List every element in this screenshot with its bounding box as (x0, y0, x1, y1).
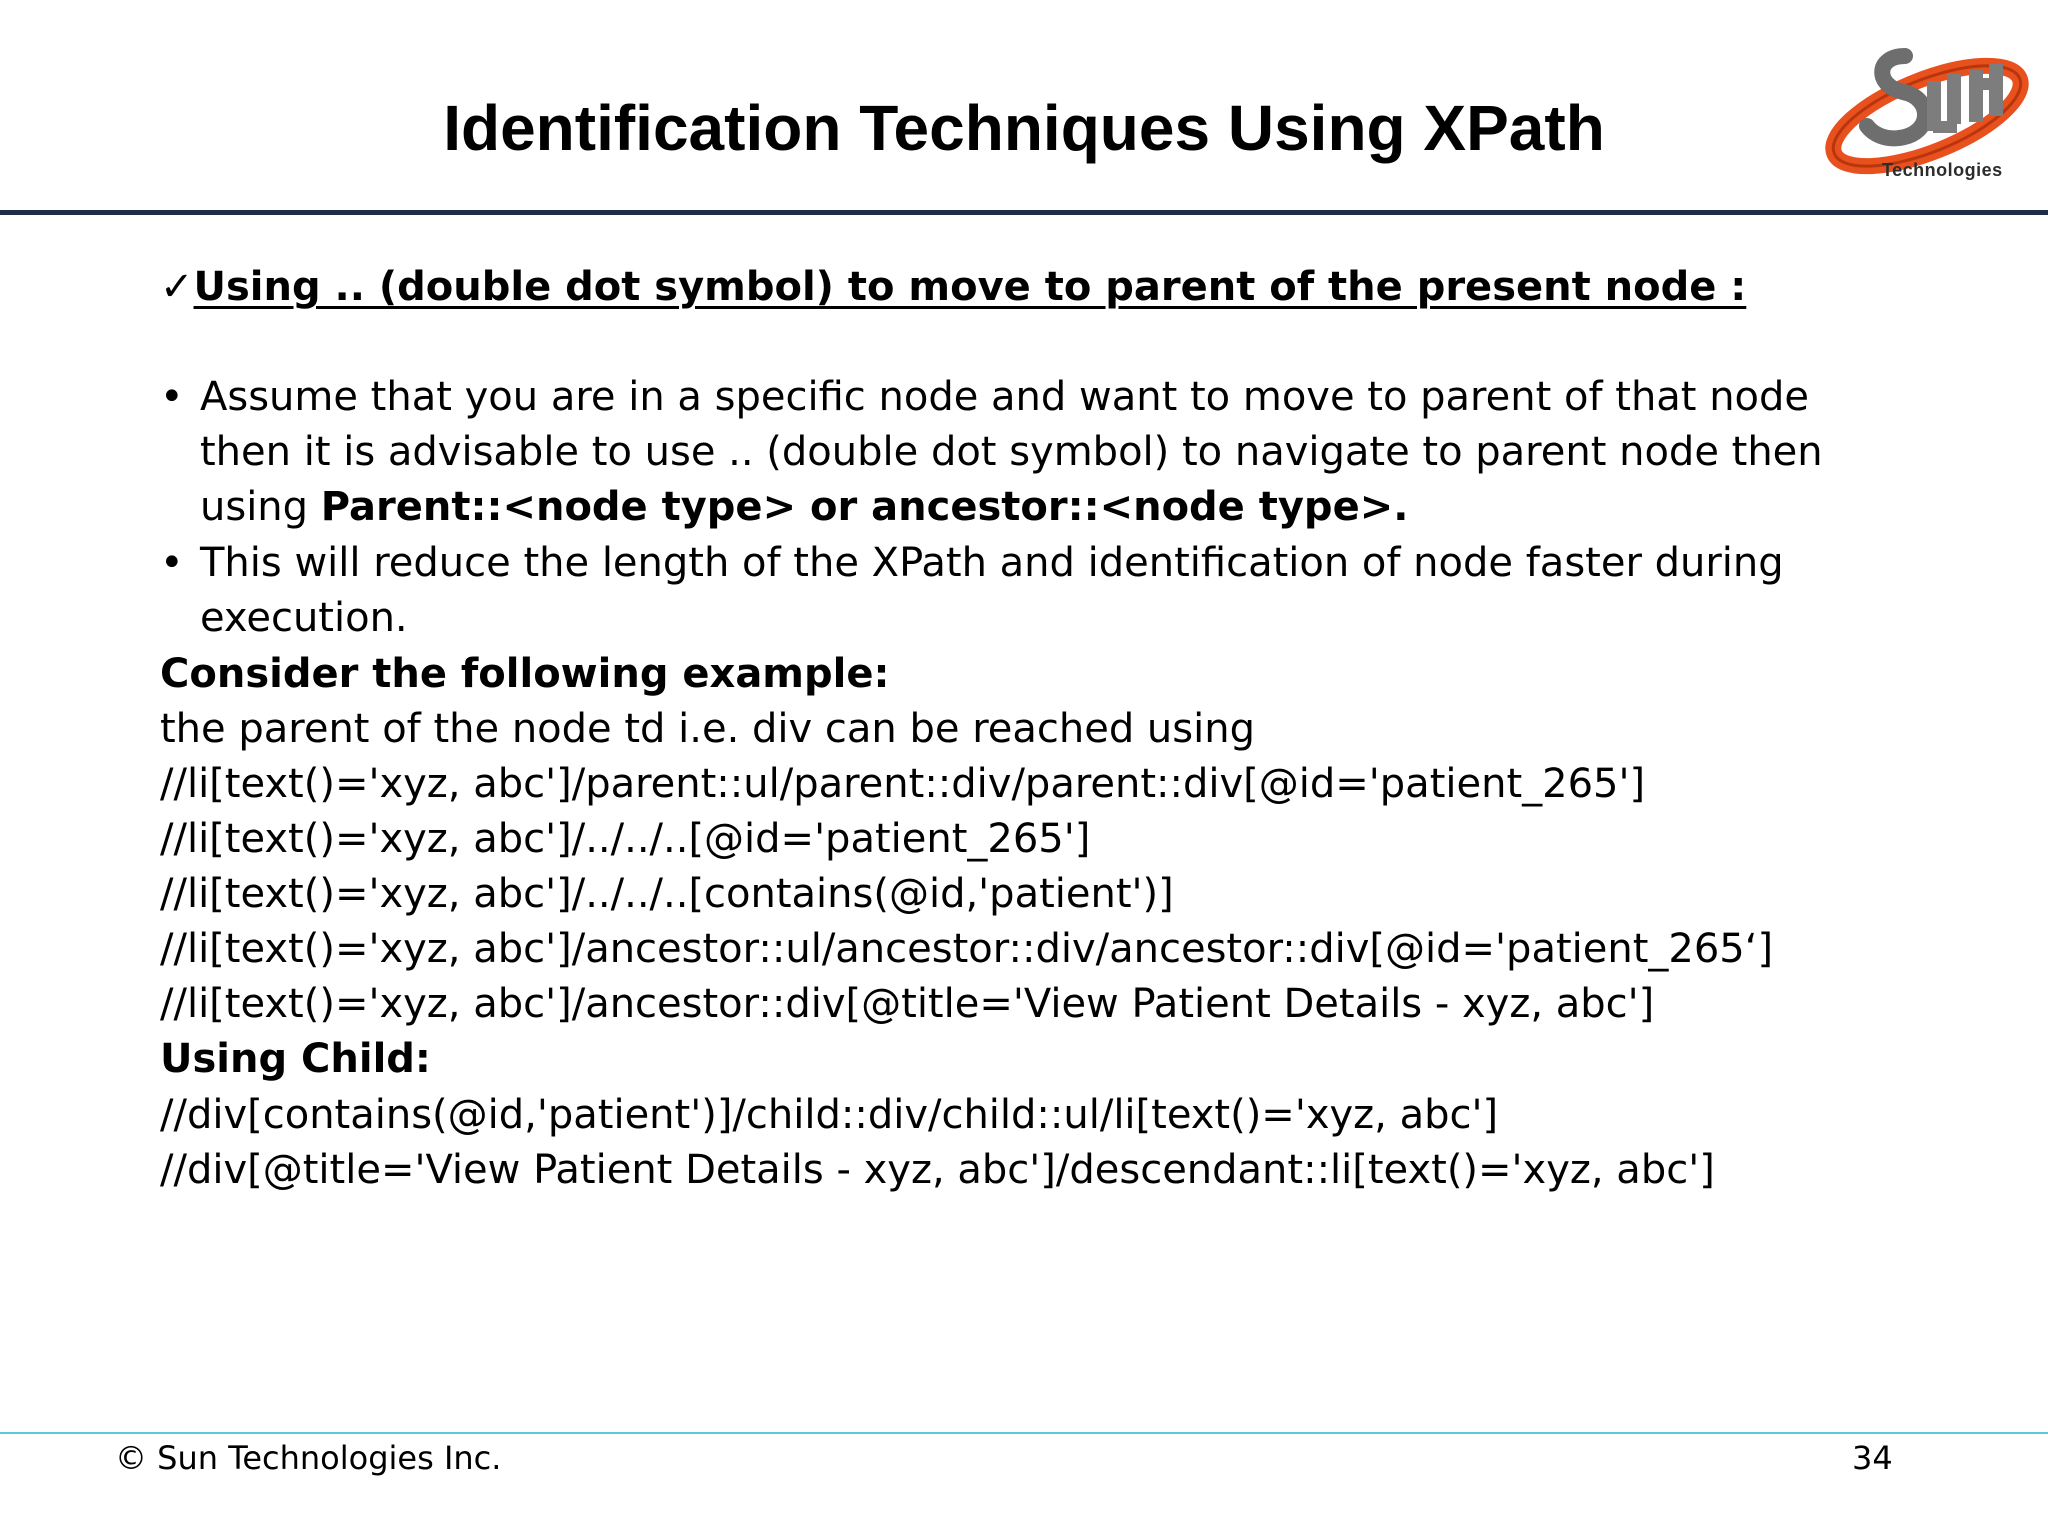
bullet-icon: • (160, 540, 184, 586)
bullet-1-line-3 (200, 480, 1408, 535)
bullet-1-bold-text: Parent::<node type> or ancestor::<node type>. (320, 484, 1409, 530)
page-number: 34 (1852, 1439, 1893, 1477)
bullet-2-line-2: execution. (200, 595, 408, 641)
logo-brand-text: Technologies (1882, 160, 2003, 180)
section-heading (160, 260, 1746, 315)
footer-copyright: © Sun Technologies Inc. (115, 1439, 502, 1477)
section-heading-text: Using .. (double dot symbol) to move to parent of the present node : (193, 264, 1747, 310)
child-heading: Using Child: (160, 1036, 431, 1082)
child-xpath-1: //div[contains(@id,'patient')]/child::div/child::ul/li[text()='xyz, abc'] (160, 1092, 1499, 1138)
check-mark-icon: ✓ (160, 264, 194, 310)
xpath-example-3: //li[text()='xyz, abc']/../../..[contains(@id,'patient')] (160, 871, 1174, 917)
xpath-example-4: //li[text()='xyz, abc']/ancestor::ul/ancestor::div/ancestor::div[@id='patient_265‘] (160, 926, 1774, 972)
bullet-1-line-1: Assume that you are in a specific node and want to move to parent of that node (200, 374, 1810, 420)
bullet-2-line-1: This will reduce the length of the XPath and identification of node faster during (200, 540, 1784, 586)
bullet-1-line-2: then it is advisable to use .. (double dot symbol) to navigate to parent node then (200, 429, 1823, 475)
xpath-example-1: //li[text()='xyz, abc']/parent::ul/parent::div/parent::div[@id='patient_265'] (160, 761, 1646, 807)
slide-title: Identification Techniques Using XPath (443, 92, 1605, 164)
example-heading: Consider the following example: (160, 651, 890, 697)
title-divider (0, 210, 2048, 215)
bullet-icon: • (160, 374, 184, 420)
xpath-example-5: //li[text()='xyz, abc']/ancestor::div[@title='View Patient Details - xyz, abc'] (160, 981, 1655, 1027)
footer-divider (0, 1432, 2048, 1434)
xpath-example-2: //li[text()='xyz, abc']/../../..[@id='patient_265'] (160, 816, 1091, 862)
child-xpath-2: //div[@title='View Patient Details - xyz, abc']/descendant::li[text()='xyz, abc'] (160, 1147, 1715, 1193)
bullet-1-line-3-prefix: using (200, 484, 321, 530)
example-intro: the parent of the node td i.e. div can be reached using (160, 706, 1255, 752)
